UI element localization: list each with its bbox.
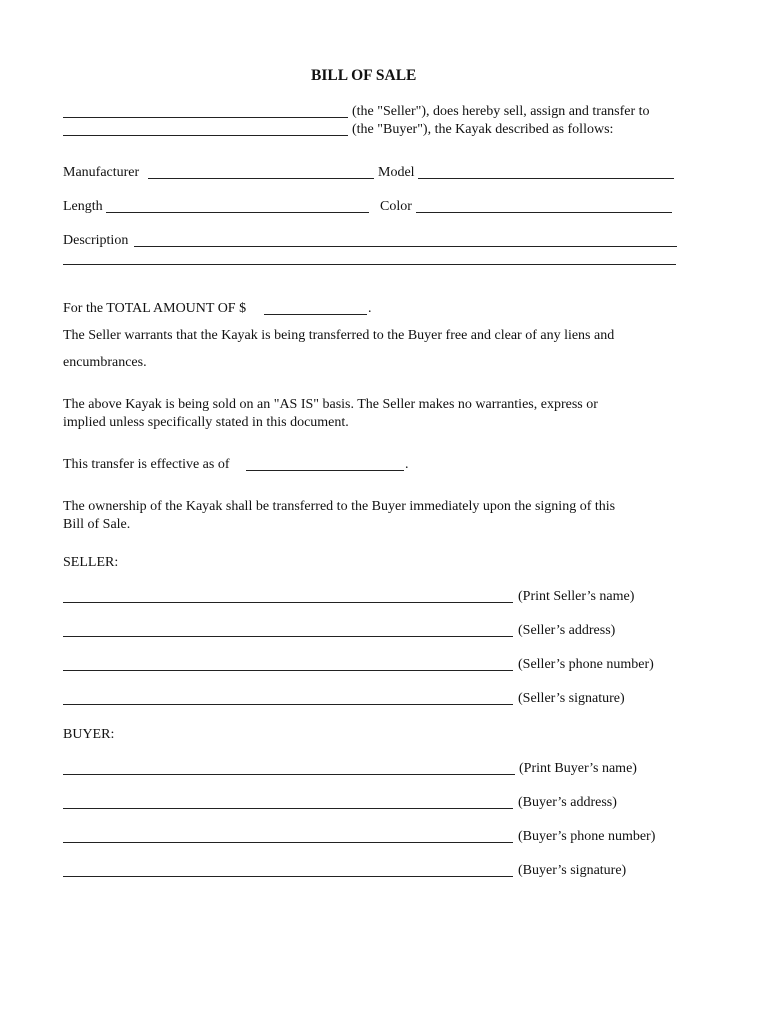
seller-signature-label: (Seller’s signature) xyxy=(518,691,625,706)
seller-address-field[interactable] xyxy=(63,623,513,637)
description-label: Description xyxy=(63,233,129,248)
description-field-line-1[interactable] xyxy=(134,233,677,247)
intro-line-1: (the "Seller"), does hereby sell, assign and transfer to xyxy=(352,104,650,119)
warranty-line-2: encumbrances. xyxy=(63,355,147,370)
amount-suffix: . xyxy=(368,301,372,316)
buyer-address-field[interactable] xyxy=(63,795,513,809)
color-field[interactable] xyxy=(416,199,672,213)
intro-line-2: (the "Buyer"), the Kayak described as follows: xyxy=(352,122,614,137)
seller-name-blank[interactable] xyxy=(63,104,348,118)
buyer-phone-field[interactable] xyxy=(63,829,513,843)
effective-prefix: This transfer is effective as of xyxy=(63,457,230,472)
seller-address-label: (Seller’s address) xyxy=(518,623,616,638)
color-label: Color xyxy=(380,199,412,214)
ownership-line-2: Bill of Sale. xyxy=(63,517,131,532)
seller-print-name-label: (Print Seller’s name) xyxy=(518,589,635,604)
model-label: Model xyxy=(378,165,415,180)
document-title: BILL OF SALE xyxy=(311,67,417,84)
amount-prefix: For the TOTAL AMOUNT OF $ xyxy=(63,301,247,316)
warranty-line-1: The Seller warrants that the Kayak is being transferred to the Buyer free and clear of any liens and xyxy=(63,328,615,343)
buyer-name-blank[interactable] xyxy=(63,122,348,136)
amount-field[interactable] xyxy=(264,301,367,315)
as-is-line-1: The above Kayak is being sold on an "AS IS" basis. The Seller makes no warranties, express or xyxy=(63,397,598,412)
seller-print-name-field[interactable] xyxy=(63,589,513,603)
buyer-print-name-field[interactable] xyxy=(63,761,515,775)
seller-phone-label: (Seller’s phone number) xyxy=(518,657,654,672)
buyer-signature-field[interactable] xyxy=(63,863,513,877)
model-field[interactable] xyxy=(418,165,674,179)
effective-suffix: . xyxy=(405,457,409,472)
seller-phone-field[interactable] xyxy=(63,657,513,671)
seller-signature-field[interactable] xyxy=(63,691,513,705)
buyer-signature-label: (Buyer’s signature) xyxy=(518,863,627,878)
seller-heading: SELLER: xyxy=(63,555,119,570)
buyer-heading: BUYER: xyxy=(63,727,115,742)
length-field[interactable] xyxy=(106,199,369,213)
as-is-line-2: implied unless specifically stated in this document. xyxy=(63,415,349,430)
description-field-line-2[interactable] xyxy=(63,264,676,265)
buyer-phone-label: (Buyer’s phone number) xyxy=(518,829,656,844)
manufacturer-label: Manufacturer xyxy=(63,165,140,180)
length-label: Length xyxy=(63,199,103,214)
ownership-line-1: The ownership of the Kayak shall be transferred to the Buyer immediately upon the signing of this xyxy=(63,499,616,514)
buyer-print-name-label: (Print Buyer’s name) xyxy=(519,761,637,776)
manufacturer-field[interactable] xyxy=(148,165,374,179)
effective-date-field[interactable] xyxy=(246,457,404,471)
buyer-address-label: (Buyer’s address) xyxy=(518,795,617,810)
